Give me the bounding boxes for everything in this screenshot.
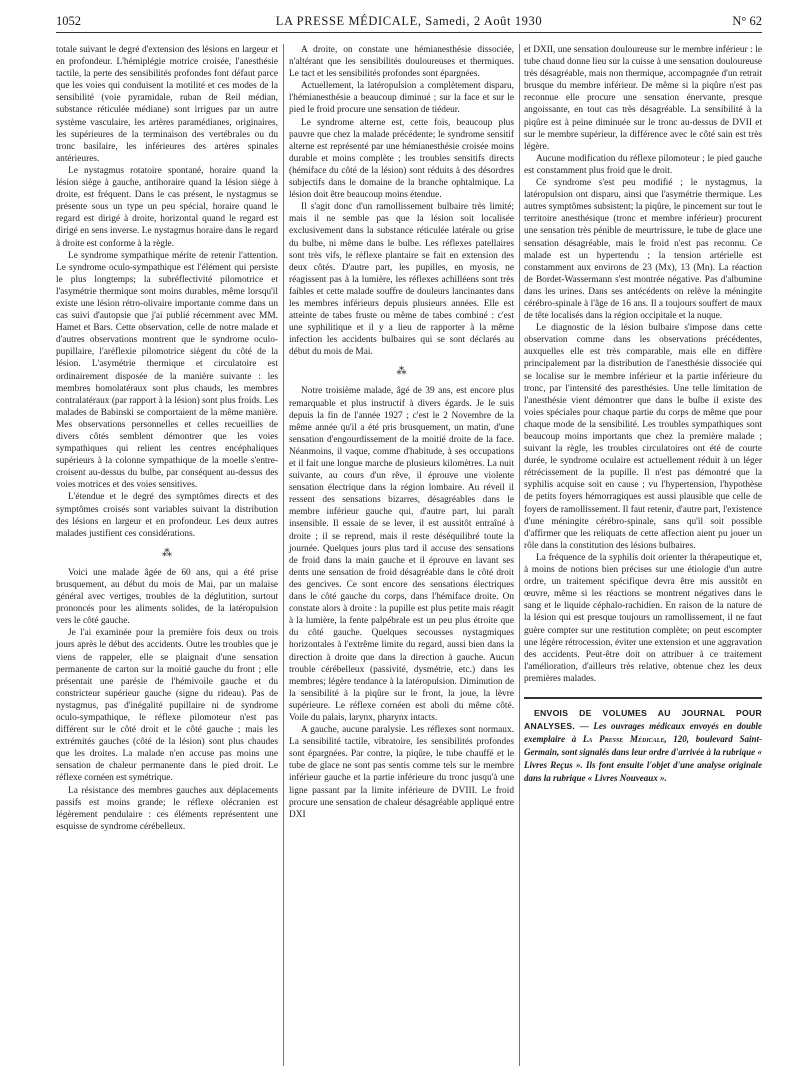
text-column-2 — [289, 44, 514, 821]
notice-journal-name: La Presse Médicale — [582, 734, 665, 745]
paragraph: Le nystagmus rotatoire spontané, horaire quand la lésion siège à gauche, antihoraire quand la lésion siège à droite, est fréquent. Dans le cas présent, le nystagmus se présente sous un type un peu spécial, horaire quand le regard est dirigé à droite, horizontal quand le regard est dirigé en sens inverse. Le nystagmus horaire dans le regard à droite est conforme à la règle. — [56, 165, 278, 249]
paragraph: L'étendue et le degré des symptômes directs et des symptômes croisés sont variables suivant la distribution des lésions en largeur et en profondeur. Les deux autres malades justifient ces considérations. — [56, 492, 278, 539]
notice-body: — Les ouvrages médicaux envoyés en double exemplaire à — [524, 721, 762, 745]
paragraph: Notre troisième malade, âgé de 39 ans, est encore plus remarquable et plus instructif à divers égards. Je le suis depuis la fin de l'année 1927 ; c'est le 2 Novembre de la même année qu'il a été pris brusquement, un matin, d'une sensation d'engourdissement de la moitié droite de la face. Néanmoins, il vaque, comme d'habitude, à ses occupations et il fait une longue marche de plusieurs kilomètres. La nuit suivante, au cours d'un rêve, il éprouve une violente sensation électrique dans la région lombaire. Au réveil il ressent des sensations bizarres, désagréables dans le membre inférieur gauche qui, d'autre part, lui paraît insensible. Il essaie de se lever, il est aussitôt entraîné à droite ; il se reprend, mais il reste déséquilibré toute la journée. Quelques jours plus tard il accuse des sensations de froid dans la main gauche et il éprouve en lavant ses dents une sensation de froid désagréable dans le côté droit des gencives. Ce sont encore des sensations électriques dans le côté gauche du corps, dans l'hémiface droite. On constate alors à droite : la pupille est plus petite mais réagit à la lumière, la fente palpébrale est un peu plus étroite que du côté gauche. Quelques secousses nystagmiques horizontales à l'extrême limite du regard, aussi bien dans la direction à droite que dans la direction à gauche. Aucun trouble cérébelleux (passivité, dysmétrie, etc.) dans les membres; légère tendance à la latéropulsion. Diminution de la sensibilité à la piqûre sur le front, la joue, la lèvre supérieure. Le réflexe cornéen est aboli du même côté. Voile du palais, larynx, pharynx intacts. — [289, 386, 514, 723]
section-separator: ⁂ — [162, 547, 172, 559]
column-rule-right — [519, 44, 520, 1066]
paragraph: La fréquence de la syphilis doit orienter la thérapeutique et, à moins de notions bien précises sur une étiologie d'un autre ordre, un traitement spécifique devra être mis aussitôt en œuvre, même si les réactions se montrent négatives dans le sang et le liquide céphalo-rachidien. En raison de la nature de la lésion qui est presque toujours un ramollissement, il ne faut guère compter sur une restitution complète; on peut escompter une légère rétrocession, éviter une extension et une aggravation des accidents. Peut-être doit on attribuer à ce traitement l'amélioration, d'ailleurs très relative, obtenue chez les deux premières malades. — [524, 552, 762, 684]
paragraph: Voici une malade âgée de 60 ans, qui a été prise brusquement, au début du mois de Mai, par un malaise général avec vertiges, troubles de la déglutition, surtout prononcés pour les aliments solides, de la latéropulsion vers le côté gauche. — [56, 567, 278, 627]
notice-paragraph — [524, 707, 762, 786]
running-header — [56, 14, 762, 33]
text-column-3 — [524, 44, 762, 786]
issue-number: N° 62 — [732, 14, 762, 28]
journal-title: LA PRESSE MÉDICALE, Samedi, 2 Août 1930 — [275, 14, 543, 28]
paragraph: Le diagnostic de la lésion bulbaire s'impose dans cette observation comme dans les observations précédentes, auxquelles elle est très comparable, mais elle en diffère principalement par la distribution de l'anesthésie dissociée qui se localise sur le membre inférieur et la partie inférieure du tronc, par l'intensité des paresthésies. Une telle limitation de l'anesthésie vient démontrer que dans le bulbe il existe des voies spéciales pour chaque partie du corps de même que pour chaque mode de la sensibilité. Les troubles sympathiques sont beaucoup moins importants que chez la première malade ; suivant la règle, les troubles circulatoires ont été de courte durée, le syndrome oculaire est actuellement réduit à un léger rétrécissement de la pupille. Il n'est pas démontré que la syphilis acquise soit en cause ; vu l'hypertension, l'hypothèse de petits foyers hémorragiques est aussi plausible que celle de foyers de ramollissement. Il faut retenir, d'autre part, l'existence d'une méningite cérébro-spinale, sans qu'il soit possible d'affirmer que les reliquats de cette affection aient pu jouer un rôle dans la constitution des lésions bulbaires. — [524, 323, 762, 551]
section-separator: ⁂ — [396, 366, 407, 378]
paragraph: A droite, on constate une hémianesthésie dissociée, n'altérant que les sensibilités douloureuses et thermiques. Le tact et les sensibilités profondes sont épargnées. — [289, 45, 514, 80]
paragraph: La résistance des membres gauches aux déplacements passifs est moins grande; le réflexe olécranien est légèrement pendulaire : ces éléments représentent une esquisse de syndrome cérébelleux. — [56, 785, 278, 832]
paragraph: Le syndrome alterne est, cette fois, beaucoup plus pauvre que chez la malade précédente; le syndrome sensitif alterne est représenté par une hémianesthésie croisée moins durable et moins complète ; les troubles sensitifs directs (hémiface du côté de la lésion) sont réduits à des désordres subjectifs dans le domaine de la branche ophtalmique. La lésion doit être beaucoup moins étendue. — [289, 117, 514, 201]
paragraph: Actuellement, la latéropulsion a complètement disparu, l'hémianesthésie a beaucoup diminué ; sur la face et sur le pied le froid procure une sensation de tiédeur. — [289, 81, 514, 116]
paragraph: et DXII, une sensation douloureuse sur le membre inférieur : le tube chaud donne lieu sur la cuisse à une sensation douloureuse très désagréable, mais non thermique, accompagnée d'un retrait brusque du membre inférieur. De même si la piqûre n'est pas reconnue elle procure une sensation énervante, presque angoissante, en tout cas très désagréable. La sensibilité à la piqûre est à peine diminuée sur le tronc au-dessus de DVII et sur le membre supérieur, la différence avec le côté sain est très légère. — [524, 45, 762, 152]
paragraph: Il s'agit donc d'un ramollissement bulbaire très limité; mais il ne semble pas que la lésion soit localisée exclusivement dans la substance réticulée latérale ou grise du bulbe, ni même dans le bulbe. Les réflexes patellaires sont très vifs, le réflexe plantaire se fait en extension des deux côtés. D'autre part, les pupilles, en myosis, ne réagissent pas à la lumière, les réflexes achilléens sont très faibles et cette malade souffre de douleurs lancinantes dans les membres inférieurs depuis plusieurs années. Elle est atteinte de tabes fruste ou même de tabes combiné : c'est une syphilitique et il y a lieu de rapporter à la même infection les accidents bulbaires qui se sont déclarés au début du mois de Mai. — [289, 202, 514, 358]
paragraph: totale suivant le degré d'extension des lésions en largeur et en profondeur. L'hémiplégie motrice croisée, l'anesthésie tactile, la perte des sensibilités profondes font défaut parce que les voies qui conduisent la motilité et ces modes de la sensibilité (voie pyramidale, ruban de Reil médian, substance réticulée médiane) sont irrigues par un autre système vasculaire, les artères paramédianes, originaires, les supérieures de la terminaison des vertébrales ou du tronc basilaire, les inférieures des artères spinales antérieures. — [56, 45, 278, 164]
text-column-1 — [56, 44, 278, 833]
paragraph: Le syndrome sympathique mérite de retenir l'attention. Le syndrome oculo-sympathique est l'élément qui persiste le plus longtemps; la subréflectivité pilomotrice et l'asymétrie thermique sont moins durables, même lorsqu'il existe une lésion rétro-olivaire importante comme dans un cas suivi d'autopsie que j'ai publié récemment avec MM. Hamet et Bars. Cette observation, celle de notre malade et d'autres observations montrent que le syndrome oculo-pupillaire, l'aréflexie pilomotrice siègent du côté de la lésion. L'asymétrie thermique et circulatoire est ordinairement disposée de la manière suivante : les membres homolatéraux sont plus chauds, les membres contralatéraux (par rapport à la lésion) sont plus froids. Les malades de Babinski se comportaient de la même manière. Mes observations personnelles et celles recueillies de divers côtés semblent démontrer que les voies sympathiques qui relient les centres encéphaliques supérieurs à la colonne sympathique de la moelle s'entre-croisent au-dessus du bulbe, par conséquent au-dessus des voies motrices et des voies sensitives. — [56, 250, 278, 491]
paragraph: A gauche, aucune paralysie. Les réflexes sont normaux. La sensibilité tactile, vibratoire, les sensibilités profondes sont épargnées. Par contre, la piqûre, le tube chauffé et le tube de glace ne sont pas sentis comme tels sur le membre inférieur gauche et la partie inférieure du tronc jusqu'à une ligne passant par la limite inférieure de DVIII. Le froid procure une sensation de chaleur désagréable appliqué entre DXI — [289, 725, 514, 820]
page-number: 1052 — [56, 14, 81, 28]
notice-body-continued: , 120, boulevard Saint-Germain, sont signalés dans leur ordre d'arrivée à la rubrique « Livres Reçus ». Ils font ensuite l'objet d'une analyse originale dans la rubrique « Livres Nouveaux ». — [524, 734, 762, 784]
paragraph: Je l'ai examinée pour la première fois deux ou trois jours après le début des accidents. Outre les troubles que je viens de rappeler, elle se plaignait d'une sensation permanente de carton sur la moitié gauche du front ; elle présentait une parésie de l'hémivoile gauche et du constricteur supérieur gauche (signe du rideau). Pas de nystagmus, pas d'inégalité pupillaire ni de syndrome oculo-sympathique, le réflexe pilomoteur n'est pas différent sur le côté droit et le côté gauche ; mais les extrémités gauches (côté de la lésion) sont plus chaudes que les droites. La malade n'en accuse pas moins une sensation de chaleur permanente dans le pied droit. Le réflexe cornéen est symétrique. — [56, 628, 278, 784]
books-notice — [524, 697, 762, 786]
paragraph: Ce syndrome s'est peu modifié ; le nystagmus, la latéropulsion ont disparu, ainsi que l'asymétrie thermique. Les autres symptômes subsistent; la piqûre, le pincement sur tout le territoire anesthésique (tronc et membre inférieur) procurent une sensation très pénible de meurtrissure, le tube de glace une sensation désagréable, mais le froid n'est pas reconnu. Ce malade est un hypertendu ; la tension artérielle est constamment aux environs de 23 (Mx), 13 (Mn). La réaction de Bordet-Wassermann s'est montrée négative. Pas d'albumine dans les urines. Dans ses antécédents on relève la méningite cérébro-spinale à l'âge de 16 ans. Il a toujours souffert de maux de tête localisés dans la région occipitale et la nuque. — [524, 178, 762, 322]
column-rule-left — [283, 44, 284, 1066]
paragraph: Aucune modification du réflexe pilomoteur ; le pied gauche est constamment plus froid que le droit. — [524, 153, 762, 176]
notice-heading: ENVOIS DE VOLUMES AU JOURNAL POUR ANALYSES. — [524, 707, 762, 732]
